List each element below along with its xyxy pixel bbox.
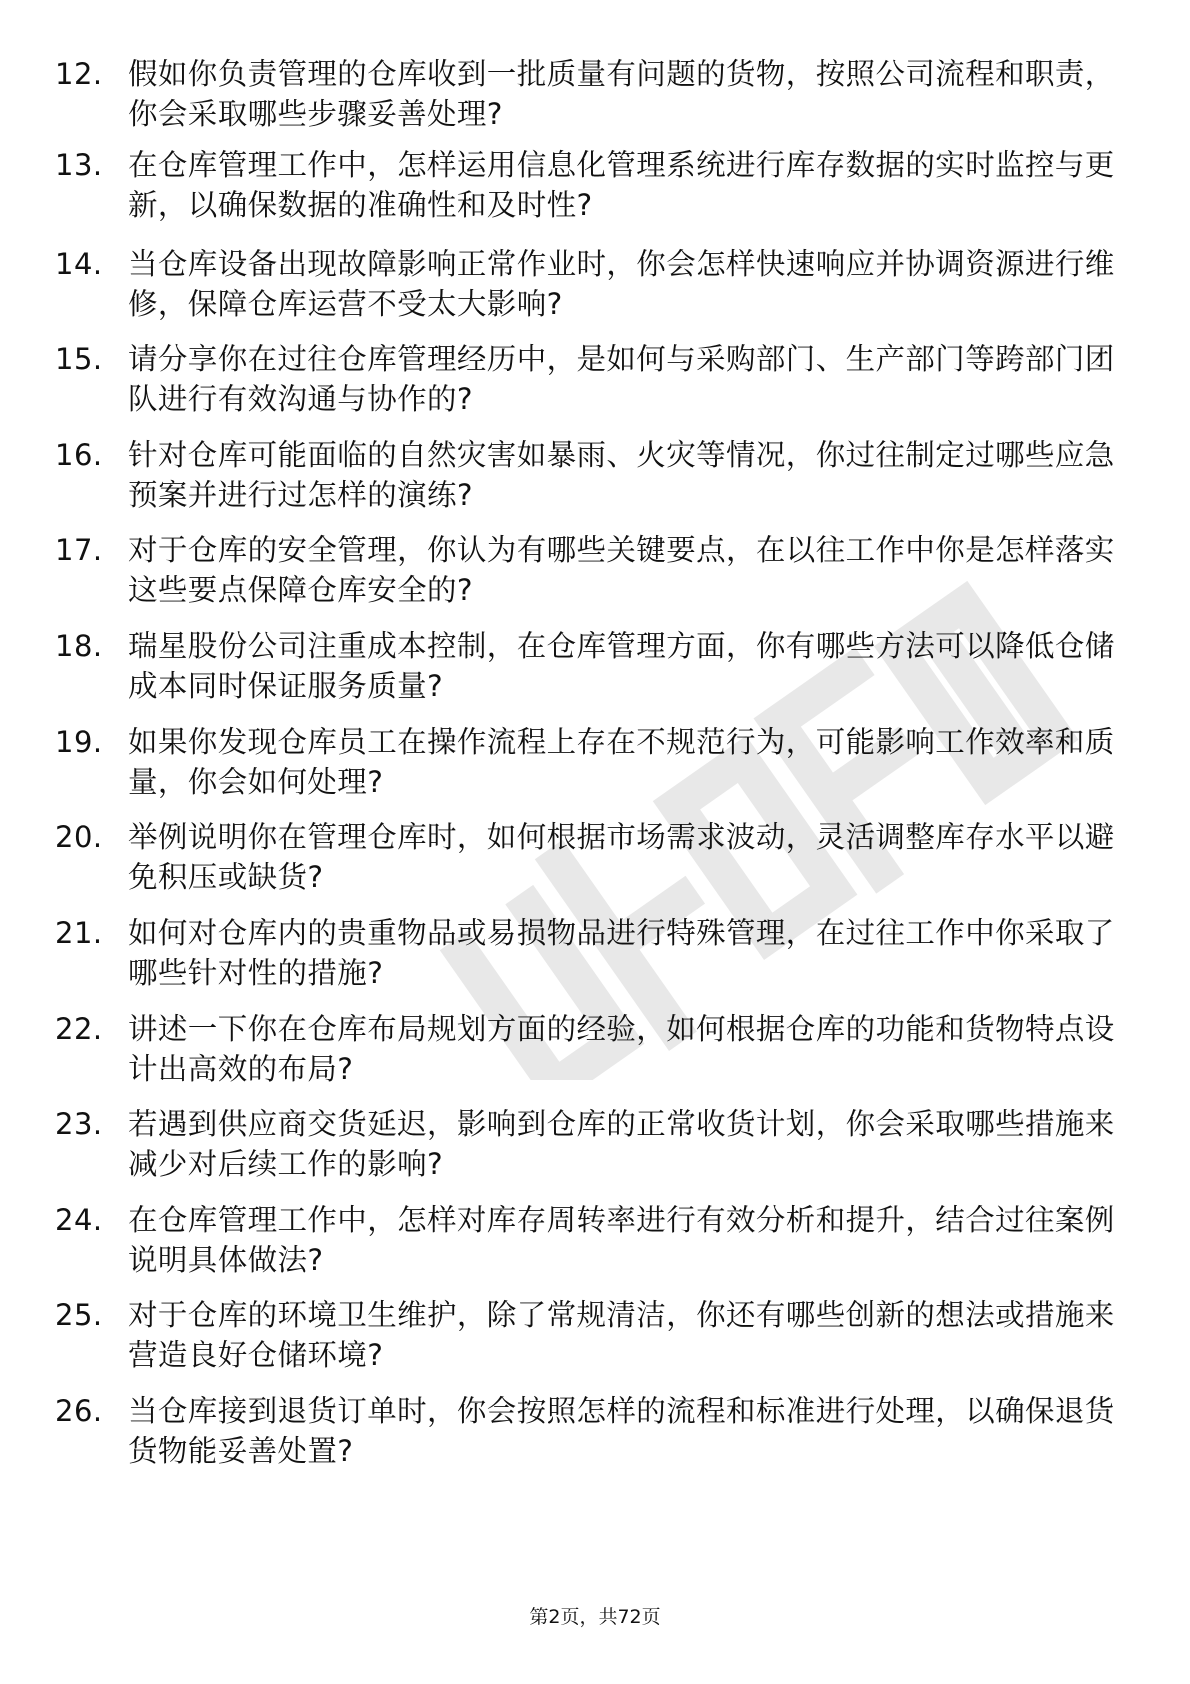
question-text: 在仓库管理工作中，怎样运用信息化管理系统进行库存数据的实时监控与更新，以确保数据的准确性和及时性? [128,148,1115,222]
question-number: 15. [55,342,103,376]
question-number: 25. [55,1298,103,1332]
question-number: 14. [55,247,103,281]
question-text: 针对仓库可能面临的自然灾害如暴雨、火灾等情况，你过往制定过哪些应急预案并进行过怎样的演练? [128,438,1115,512]
page-footer: 第2页，共72页 [529,1606,661,1628]
question-number: 12. [55,57,103,91]
question-text: 如何对仓库内的贵重物品或易损物品进行特殊管理，在过往工作中你采取了哪些针对性的措施? [128,916,1115,990]
question-text: 当仓库接到退货订单时，你会按照怎样的流程和标准进行处理，以确保退货货物能妥善处置? [128,1394,1115,1468]
question-text: 请分享你在过往仓库管理经历中，是如何与采购部门、生产部门等跨部门团队进行有效沟通与协作的? [128,342,1115,416]
question-text: 如果你发现仓库员工在操作流程上存在不规范行为，可能影响工作效率和质量，你会如何处理? [128,725,1115,799]
question-number: 22. [55,1012,103,1046]
question-number: 24. [55,1203,103,1237]
question-text: 在仓库管理工作中，怎样对库存周转率进行有效分析和提升，结合过往案例说明具体做法? [128,1203,1115,1277]
question-number: 19. [55,725,103,759]
question-text: 举例说明你在管理仓库时，如何根据市场需求波动，灵活调整库存水平以避免积压或缺货? [128,820,1115,894]
question-number: 23. [55,1107,103,1141]
question-text: 当仓库设备出现故障影响正常作业时，你会怎样快速响应并协调资源进行维修，保障仓库运营不受太大影响? [128,247,1115,321]
question-text: 对于仓库的安全管理，你认为有哪些关键要点，在以往工作中你是怎样落实这些要点保障仓库安全的? [128,533,1115,607]
question-text: 假如你负责管理的仓库收到一批质量有问题的货物，按照公司流程和职责，你会采取哪些步骤妥善处理? [128,57,1115,131]
question-number: 20. [55,820,103,854]
question-number: 16. [55,438,103,472]
question-text: 瑞星股份公司注重成本控制，在仓库管理方面，你有哪些方法可以降低仓储成本同时保证服务质量? [128,629,1115,703]
question-number: 26. [55,1394,103,1428]
question-number: 13. [55,148,103,182]
question-number: 18. [55,629,103,663]
question-text: 讲述一下你在仓库布局规划方面的经验，如何根据仓库的功能和货物特点设计出高效的布局? [128,1012,1115,1086]
question-number: 21. [55,916,103,950]
question-text: 对于仓库的环境卫生维护，除了常规清洁，你还有哪些创新的想法或措施来营造良好仓储环境? [128,1298,1115,1372]
question-number: 17. [55,533,103,567]
question-text: 若遇到供应商交货延迟，影响到仓库的正常收货计划，你会采取哪些措施来减少对后续工作的影响? [128,1107,1115,1181]
